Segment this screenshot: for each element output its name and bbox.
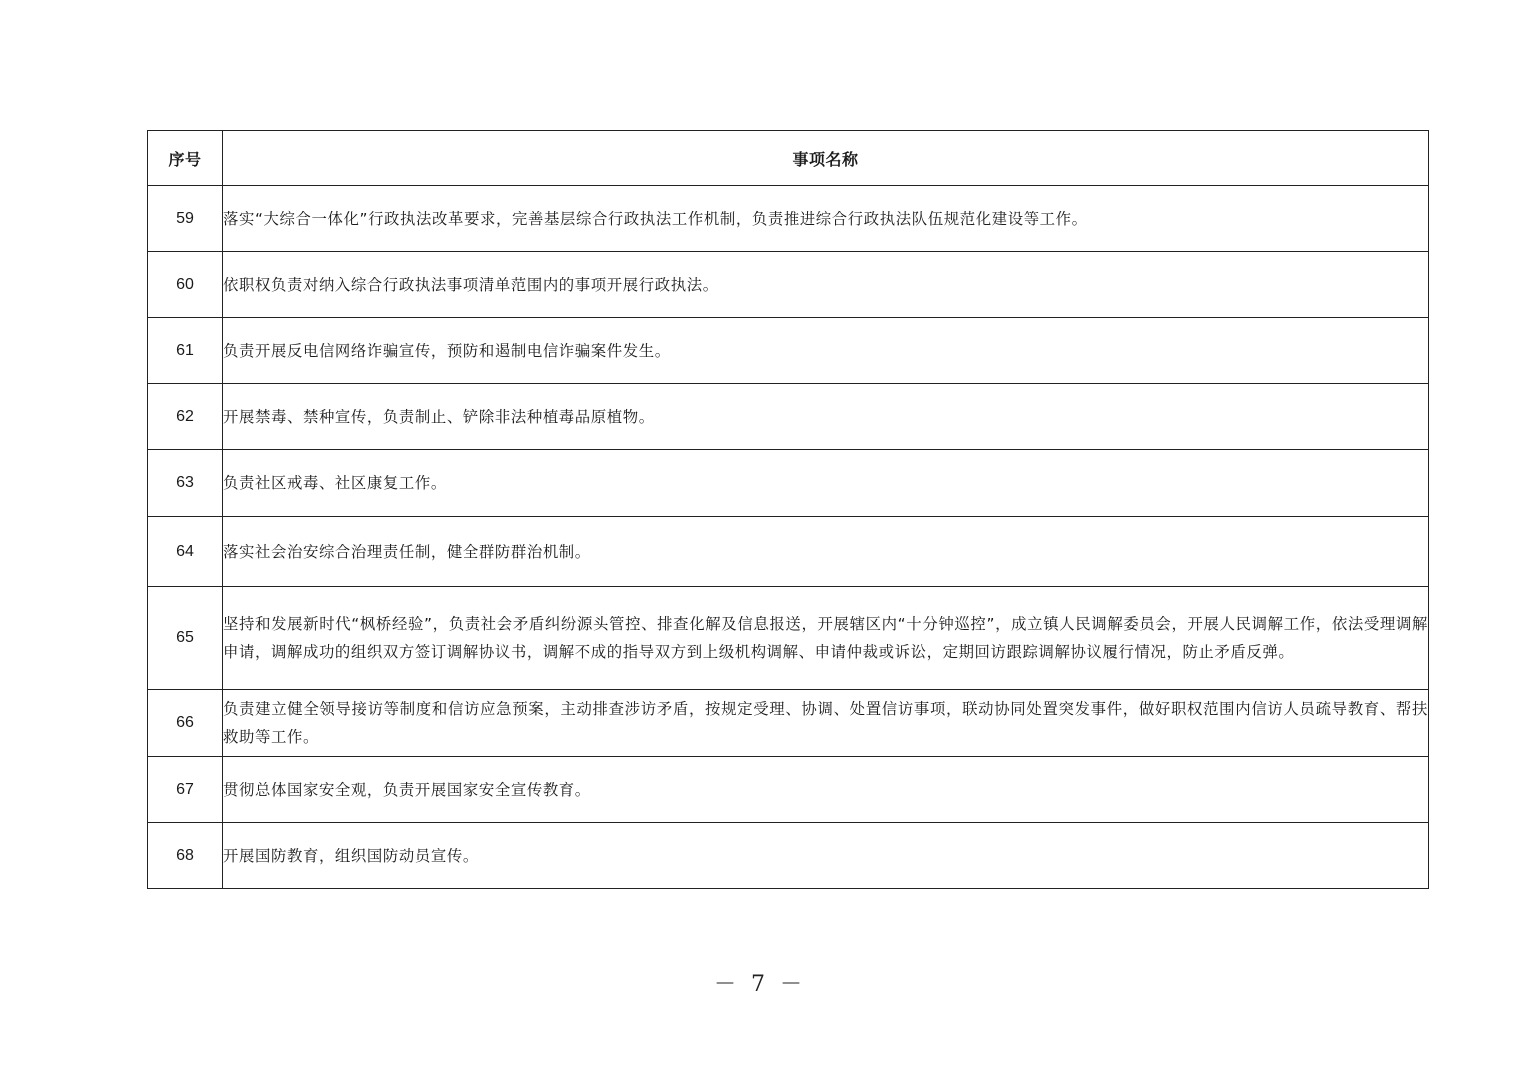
- row-matter-name: 落实社会治安综合治理责任制，健全群防群治机制。: [223, 517, 1429, 587]
- table-row: [148, 384, 1429, 450]
- row-matter-name: 负责建立健全领导接访等制度和信访应急预案，主动排查涉访矛盾，按规定受理、协调、处置信访事项，联动协同处置突发事件，做好职权范围内信访人员疏导教育、帮扶救助等工作。: [223, 690, 1429, 757]
- table-row: [148, 690, 1429, 757]
- row-matter-name: 开展国防教育，组织国防动员宣传。: [223, 823, 1429, 889]
- row-serial-number: 68: [148, 823, 223, 889]
- row-matter-name: 依职权负责对纳入综合行政执法事项清单范围内的事项开展行政执法。: [223, 252, 1429, 318]
- header-serial-number: 序号: [148, 131, 223, 186]
- row-serial-number: 67: [148, 757, 223, 823]
- matters-table: [147, 130, 1429, 889]
- row-matter-name: 负责开展反电信网络诈骗宣传，预防和遏制电信诈骗案件发生。: [223, 318, 1429, 384]
- header-matter-name: 事项名称: [223, 131, 1429, 186]
- row-matter-name: 落实“大综合一体化”行政执法改革要求，完善基层综合行政执法工作机制，负责推进综合行政执法队伍规范化建设等工作。: [223, 186, 1429, 252]
- row-serial-number: 64: [148, 517, 223, 587]
- row-matter-name: 开展禁毒、禁种宣传，负责制止、铲除非法种植毒品原植物。: [223, 384, 1429, 450]
- row-serial-number: 63: [148, 450, 223, 517]
- table-row: [148, 587, 1429, 690]
- table-row: [148, 186, 1429, 252]
- row-serial-number: 66: [148, 690, 223, 757]
- row-serial-number: 65: [148, 587, 223, 690]
- table-row: [148, 517, 1429, 587]
- row-matter-name: 坚持和发展新时代“枫桥经验”，负责社会矛盾纠纷源头管控、排查化解及信息报送，开展辖区内“十分钟巡控”，成立镇人民调解委员会，开展人民调解工作，依法受理调解申请，调解成功的组织双方签订调解协议书，调解不成的指导双方到上级机构调解、申请仲裁或诉讼，定期回访跟踪调解协议履行情况，防止矛盾反弹。: [223, 587, 1429, 690]
- row-matter-name: 负责社区戒毒、社区康复工作。: [223, 450, 1429, 517]
- row-matter-name: 贯彻总体国家安全观，负责开展国家安全宣传教育。: [223, 757, 1429, 823]
- table-row: [148, 823, 1429, 889]
- row-serial-number: 62: [148, 384, 223, 450]
- table-row: [148, 450, 1429, 517]
- table-header-row: [148, 131, 1429, 186]
- table-row: [148, 252, 1429, 318]
- row-serial-number: 60: [148, 252, 223, 318]
- row-serial-number: 61: [148, 318, 223, 384]
- table-row: [148, 757, 1429, 823]
- table-row: [148, 318, 1429, 384]
- page-number: － 7 －: [714, 972, 806, 997]
- row-serial-number: 59: [148, 186, 223, 252]
